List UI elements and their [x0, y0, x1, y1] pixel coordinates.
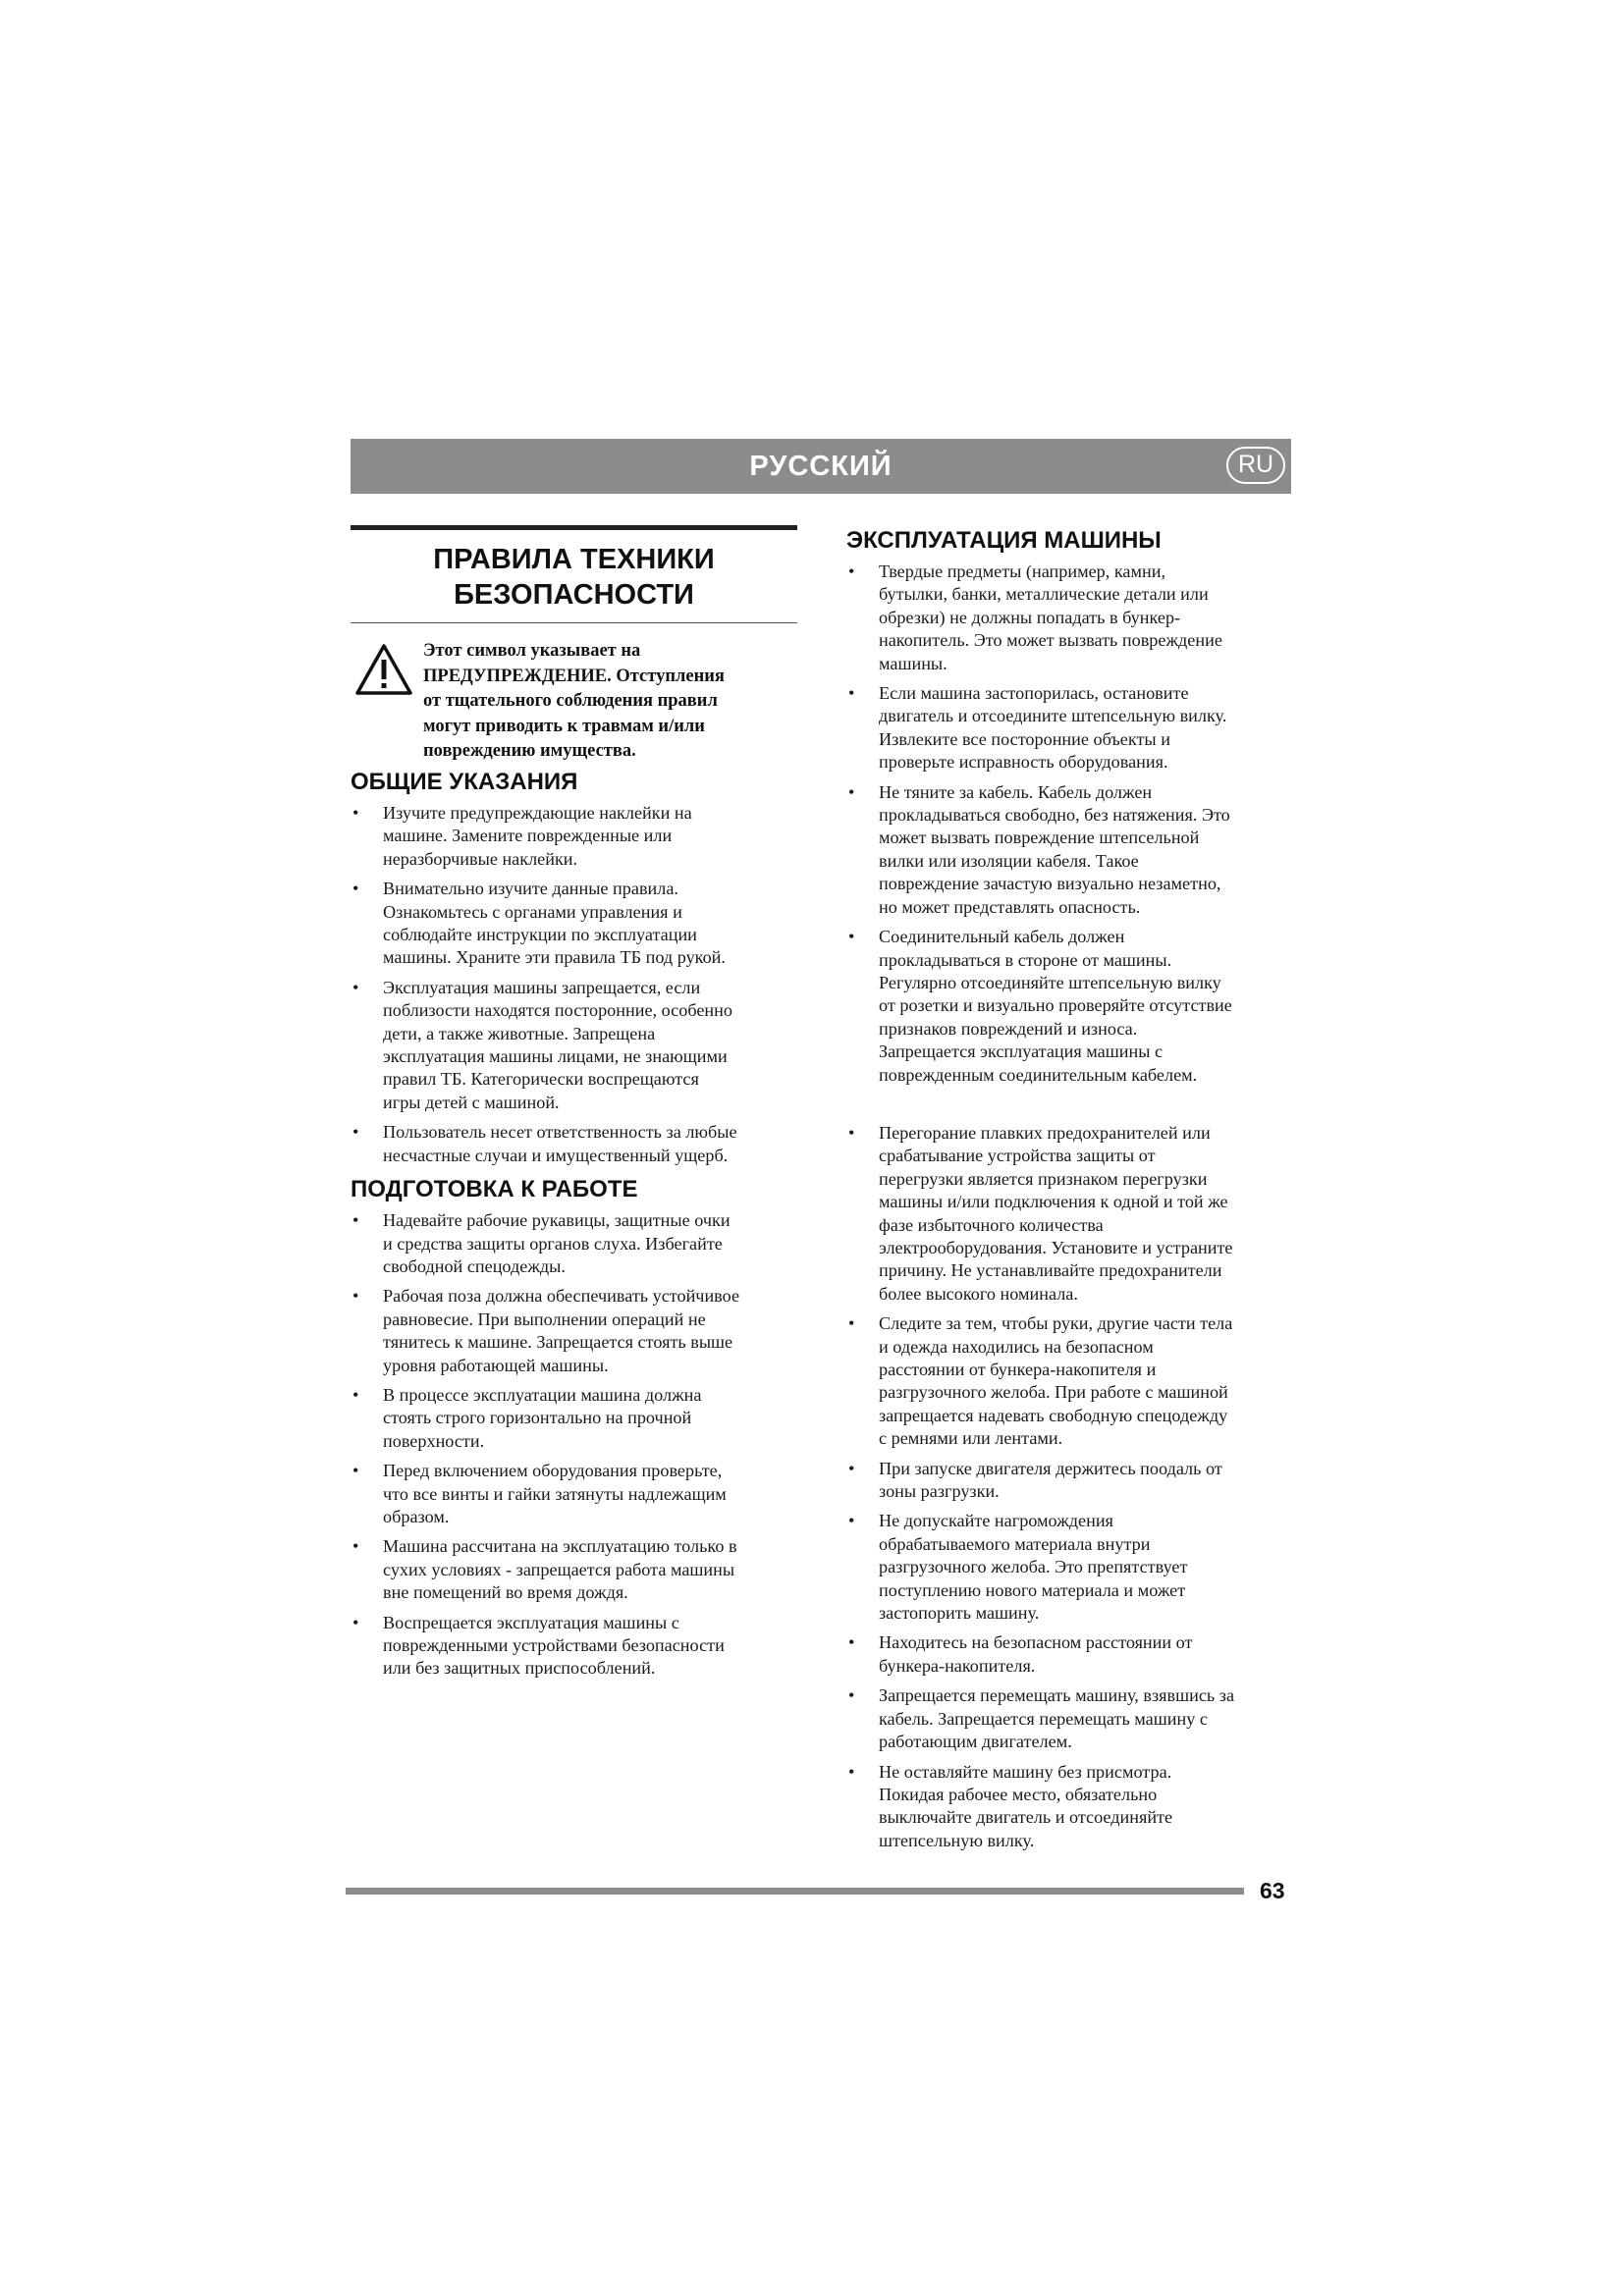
- list-item-line: и одежда находились на безопасном: [879, 1336, 1154, 1357]
- list-item-line: Воспрещается эксплуатация машины с: [383, 1612, 679, 1632]
- bullet-icon: •: [848, 683, 855, 704]
- list-item: [351, 1285, 797, 1377]
- warning-notice: [351, 623, 797, 767]
- list-item-line: равновесие. При выполнении операций не: [383, 1308, 706, 1329]
- machine-operation-list: [846, 561, 1291, 1852]
- list-item-line: неразборчивые наклейки.: [383, 848, 578, 869]
- safety-rules-title: [351, 525, 797, 623]
- list-item-line: поступлению нового материала и может: [879, 1579, 1186, 1600]
- list-item-line: машины. Храните эти правила ТБ под рукой.: [383, 947, 726, 968]
- bullet-icon: •: [352, 879, 359, 899]
- list-item-line: разгрузочного желоба. Это препятствует: [879, 1557, 1188, 1577]
- list-item-line: Ознакомьтесь с органами управления и: [383, 901, 682, 922]
- warning-line: повреждению имущества.: [423, 741, 636, 761]
- list-item-line: от розетки и визуально проверяйте отсутствие: [879, 995, 1232, 1016]
- list-item-line: поврежденными устройствами безопасности: [383, 1635, 725, 1655]
- bullet-icon: •: [848, 1122, 855, 1143]
- list-item-line: Внимательно изучите данные правила.: [383, 879, 678, 899]
- bullet-icon: •: [352, 1536, 359, 1557]
- preparation-heading: ПОДГОТОВКА К РАБОТЕ: [351, 1176, 638, 1203]
- bullet-icon: •: [848, 1632, 855, 1653]
- list-item: [846, 781, 1291, 919]
- list-item: [351, 977, 797, 1114]
- list-item-line: игры детей с машиной.: [383, 1092, 560, 1112]
- left-column: [351, 525, 797, 1687]
- bullet-icon: •: [848, 1511, 855, 1531]
- list-item-line: застопорить машину.: [879, 1603, 1040, 1624]
- list-item-line: машины и/или подключения к одной и той же: [879, 1192, 1228, 1212]
- list-item: [351, 1460, 797, 1528]
- list-item-line: правил ТБ. Категорически воспрещаются: [383, 1069, 699, 1090]
- list-item-line: штепсельную вилку.: [879, 1830, 1035, 1850]
- language-title: РУССКИЙ: [749, 451, 893, 482]
- list-item-line: более высокого номинала.: [879, 1283, 1078, 1304]
- list-item-line: или без защитных приспособлений.: [383, 1658, 656, 1679]
- language-header-bar: [351, 439, 1291, 494]
- bullet-icon: •: [848, 1458, 855, 1478]
- list-item-line: Машина рассчитана на эксплуатацию только в: [383, 1536, 737, 1557]
- list-item-line: машине. Замените поврежденные или: [383, 826, 673, 846]
- list-item-line: причину. Не устанавливайте предохранители: [879, 1260, 1222, 1281]
- bullet-icon: •: [352, 1461, 359, 1481]
- list-item-line: поврежденным соединительным кабелем.: [879, 1064, 1198, 1085]
- list-item-line: Эксплуатация машины запрещается, если: [383, 977, 701, 997]
- list-item-line: уровня работающей машины.: [383, 1355, 609, 1375]
- warning-line: от тщательного соблюдения правил: [423, 691, 718, 711]
- list-item: [846, 1122, 1291, 1306]
- list-item-line: поверхности.: [383, 1430, 485, 1451]
- list-item-line: Не тяните за кабель. Кабель должен: [879, 781, 1153, 802]
- list-item: [846, 682, 1291, 774]
- list-item: [846, 1510, 1291, 1625]
- list-item-line: образом.: [383, 1506, 450, 1526]
- list-item-line: с ремнями или лентами.: [879, 1428, 1063, 1449]
- preparation-list: [351, 1209, 797, 1681]
- list-item: [351, 878, 797, 970]
- list-item-line: прокладываться в стороне от машины.: [879, 949, 1172, 970]
- list-item-line: Запрещается перемещать машину, взявшись за: [879, 1685, 1235, 1706]
- list-item-line: Регулярно отсоединяйте штепсельную вилку: [879, 972, 1221, 992]
- list-item-line: Покидая рабочее место, обязательно: [879, 1784, 1158, 1804]
- list-item-line: Изучите предупреждающие наклейки на: [383, 803, 692, 823]
- list-item-line: Не оставляйте машину без присмотра.: [879, 1761, 1172, 1782]
- general-instructions-list: [351, 802, 797, 1167]
- list-item: [351, 1209, 797, 1278]
- list-item-line: накопитель. Это может вызвать повреждение: [879, 630, 1222, 651]
- list-item-line: фазе избыточного количества: [879, 1214, 1104, 1235]
- list-item-line: машины.: [879, 653, 947, 673]
- list-item-line: Если машина застопорилась, остановите: [879, 683, 1189, 704]
- list-item-line: Следите за тем, чтобы руки, другие части тела: [879, 1313, 1233, 1334]
- footer-divider: [346, 1888, 1244, 1895]
- list-item-line: кабель. Запрещается перемещать машину с: [879, 1708, 1208, 1729]
- list-item-line: разгрузочного желоба. При работе с машиной: [879, 1382, 1228, 1403]
- list-item-line: выключайте двигатель и отсоединяйте: [879, 1807, 1173, 1828]
- general-instructions-heading: ОБЩИЕ УКАЗАНИЯ: [351, 769, 578, 795]
- list-item: [846, 1631, 1291, 1678]
- warning-text: [423, 639, 797, 765]
- language-code-badge: RU: [1226, 447, 1285, 484]
- list-item-line: Извлеките все посторонние объекты и: [879, 728, 1170, 749]
- list-item-line: Твердые предметы (например, камни,: [879, 561, 1166, 581]
- warning-line: ПРЕДУПРЕЖДЕНИЕ. Отступления: [423, 666, 725, 686]
- bullet-icon: •: [352, 1286, 359, 1307]
- list-item-line: поблизости находятся посторонние, особенно: [383, 1000, 732, 1021]
- list-item: [351, 1121, 797, 1167]
- list-item: [846, 561, 1291, 675]
- list-item-line: бункера-накопителя.: [879, 1655, 1036, 1676]
- bullet-icon: •: [848, 1761, 855, 1782]
- title-line: БЕЗОПАСНОСТИ: [454, 579, 694, 611]
- list-item-line: Перед включением оборудования проверьте,: [383, 1461, 723, 1481]
- list-item-line: повреждение зачастую визуально незаметно,: [879, 874, 1221, 894]
- bullet-icon: •: [848, 927, 855, 947]
- bullet-icon: •: [848, 1313, 855, 1334]
- list-item: [351, 1612, 797, 1681]
- list-item-line: бутылки, банки, металлические детали или: [879, 584, 1209, 605]
- list-item-line: При запуске двигателя держитесь поодаль от: [879, 1458, 1222, 1478]
- bullet-icon: •: [352, 1612, 359, 1632]
- list-item-line: что все винты и гайки затянуты надлежащим: [383, 1483, 727, 1504]
- list-item-line: обрабатываемого материала внутри: [879, 1533, 1151, 1554]
- list-item-line: проверьте исправность оборудования.: [879, 752, 1168, 773]
- list-item-line: Запрещается эксплуатация машины с: [879, 1041, 1164, 1062]
- list-item-line: перегрузки является признаком перегрузки: [879, 1168, 1208, 1189]
- list-item-line: работающим двигателем.: [879, 1732, 1072, 1752]
- page-number: 63: [1260, 1878, 1285, 1903]
- list-item: [351, 802, 797, 871]
- bullet-icon: •: [352, 977, 359, 997]
- list-item-line: свободной спецодежды.: [383, 1255, 566, 1276]
- list-item: [846, 1761, 1291, 1853]
- list-item-line: срабатывание устройства защиты от: [879, 1146, 1156, 1166]
- list-item-line: Соединительный кабель должен: [879, 927, 1125, 947]
- list-item-line: вне помещений во время дождя.: [383, 1582, 628, 1603]
- list-item-line: В процессе эксплуатации машина должна: [383, 1384, 702, 1405]
- list-item-line: зоны разгрузки.: [879, 1481, 1000, 1502]
- list-item-line: Пользователь несет ответственность за любые: [383, 1122, 737, 1143]
- list-item-line: вилки или изоляции кабеля. Такое: [879, 850, 1139, 871]
- machine-operation-heading: ЭКСПЛУАТАЦИЯ МАШИНЫ: [846, 527, 1162, 554]
- list-item-line: Не допускайте нагромождения: [879, 1511, 1113, 1531]
- list-item-line: тянитесь к машине. Запрещается стоять выше: [383, 1332, 733, 1353]
- list-item: [846, 1458, 1291, 1504]
- list-item-line: Рабочая поза должна обеспечивать устойчивое: [383, 1286, 740, 1307]
- list-item: [846, 1312, 1291, 1450]
- warning-triangle-icon: [354, 643, 413, 696]
- bullet-icon: •: [848, 1685, 855, 1706]
- title-line: ПРАВИЛА ТЕХНИКИ: [433, 544, 715, 575]
- right-column: [846, 525, 1291, 1859]
- bullet-icon: •: [352, 1384, 359, 1405]
- list-item-line: расстоянии от бункера-накопителя и: [879, 1360, 1157, 1379]
- list-item-line: электрооборудования. Установите и устраните: [879, 1237, 1233, 1257]
- list-item-line: но может представлять опасность.: [879, 896, 1141, 917]
- warning-line: могут приводить к травмам и/или: [423, 716, 705, 736]
- list-item-line: дети, а также животные. Запрещена: [383, 1023, 656, 1043]
- list-item: [846, 1684, 1291, 1753]
- list-item-line: запрещается надевать свободную спецодежду: [879, 1405, 1228, 1425]
- list-item-line: несчастные случаи и имущественный ущерб.: [383, 1145, 729, 1165]
- list-item-line: Находитесь на безопасном расстоянии от: [879, 1632, 1193, 1653]
- bullet-icon: •: [848, 781, 855, 802]
- list-item-line: признаков повреждений и износа.: [879, 1018, 1138, 1039]
- list-item: [846, 926, 1291, 1087]
- bullet-icon: •: [848, 561, 855, 581]
- list-item-line: Перегорание плавких предохранителей или: [879, 1122, 1211, 1143]
- list-item-line: обрезки) не должны попадать в бункер-: [879, 607, 1181, 627]
- list-item-line: двигатель и отсоедините штепсельную вилку.: [879, 706, 1227, 726]
- list-item: [351, 1535, 797, 1604]
- list-item-line: стоять строго горизонтально на прочной: [383, 1408, 692, 1428]
- warning-line: Этот символ указывает на: [423, 641, 641, 661]
- bullet-icon: •: [352, 1210, 359, 1231]
- list-item-line: соблюдайте инструкции по эксплуатации: [383, 925, 697, 945]
- list-item-line: может вызвать повреждение штепсельной: [879, 828, 1200, 848]
- bullet-icon: •: [352, 803, 359, 823]
- list-item-line: прокладываться свободно, без натяжения. Это: [879, 805, 1230, 826]
- bullet-icon: •: [352, 1122, 359, 1143]
- list-item-line: сухих условиях - запрещается работа машины: [383, 1559, 735, 1579]
- list-item: [351, 1384, 797, 1453]
- list-item-line: и средства защиты органов слуха. Избегайте: [383, 1233, 723, 1254]
- list-item-line: Надевайте рабочие рукавицы, защитные очки: [383, 1210, 731, 1231]
- list-item-line: эксплуатация машины лицами, не знающими: [383, 1046, 728, 1067]
